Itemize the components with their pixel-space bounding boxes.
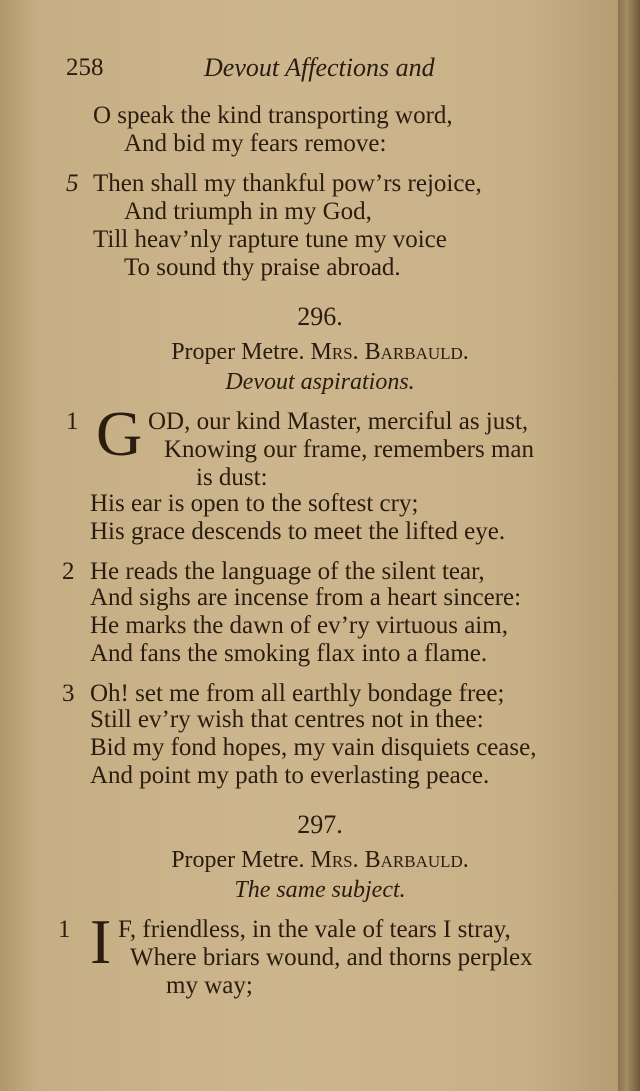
verse-line: Where briars wound, and thorns perplex <box>130 944 533 971</box>
verse-line: And fans the smoking flax into a flame. <box>90 640 488 667</box>
verse-line: His grace descends to meet the lifted eye. <box>90 518 506 545</box>
verse-line: F, friendless, in the vale of tears I stray, <box>118 916 511 943</box>
stanza-number: 2 <box>62 558 75 585</box>
verse-line: O speak the kind transporting word, <box>93 102 453 129</box>
verse-line: And bid my fears remove: <box>124 130 387 157</box>
verse-line: He reads the language of the silent tear, <box>90 558 485 585</box>
verse-line: Oh! set me from all earthly bondage free; <box>90 680 505 707</box>
verse-line: And triumph in my God, <box>124 198 372 225</box>
verse-line: Then shall my thankful pow’rs rejoice, <box>93 170 482 197</box>
verse-line: He marks the dawn of ev’ry virtuous aim, <box>90 612 508 639</box>
verse-line: is dust: <box>196 464 268 491</box>
page-edge <box>618 0 640 1091</box>
page-number: 258 <box>66 54 104 81</box>
verse-line: Still ev’ry wish that centres not in thee: <box>90 706 484 733</box>
hymn-number: 296. <box>297 302 343 331</box>
verse-line: Bid my fond hopes, my vain disquiets cease, <box>90 734 537 761</box>
verse-line: And sighs are incense from a heart sincere: <box>90 584 522 611</box>
verse-line: His ear is open to the softest cry; <box>90 490 419 517</box>
stanza-number: 1 <box>58 916 71 943</box>
hymn-subject: The same subject. <box>234 877 406 903</box>
hymn-subject: Devout aspirations. <box>225 369 415 395</box>
stanza-number: 1 <box>66 408 79 435</box>
author: Mrs. Barbauld. <box>310 339 469 365</box>
author: Mrs. Barbauld. <box>310 847 469 873</box>
verse-line: And point my path to everlasting peace. <box>90 762 490 789</box>
running-title: Devout Affections and <box>204 53 435 82</box>
verse-line: my way; <box>166 972 253 999</box>
metre: Proper Metre. <box>171 339 305 365</box>
verse-line: Knowing our frame, remembers man <box>164 436 535 463</box>
drop-cap: G <box>96 398 143 469</box>
hymn-heading <box>0 846 640 874</box>
stanza-number: 3 <box>62 680 75 707</box>
verse-line: Till heav’nly rapture tune my voice <box>93 226 447 253</box>
metre: Proper Metre. <box>171 847 305 873</box>
drop-cap: I <box>90 906 112 977</box>
verse-line: OD, our kind Master, merciful as just, <box>148 408 529 435</box>
verse-line: To sound thy praise abroad. <box>124 254 401 281</box>
stanza-number: 5 <box>66 170 79 197</box>
hymn-heading <box>0 338 640 366</box>
hymn-number: 297. <box>297 810 343 839</box>
